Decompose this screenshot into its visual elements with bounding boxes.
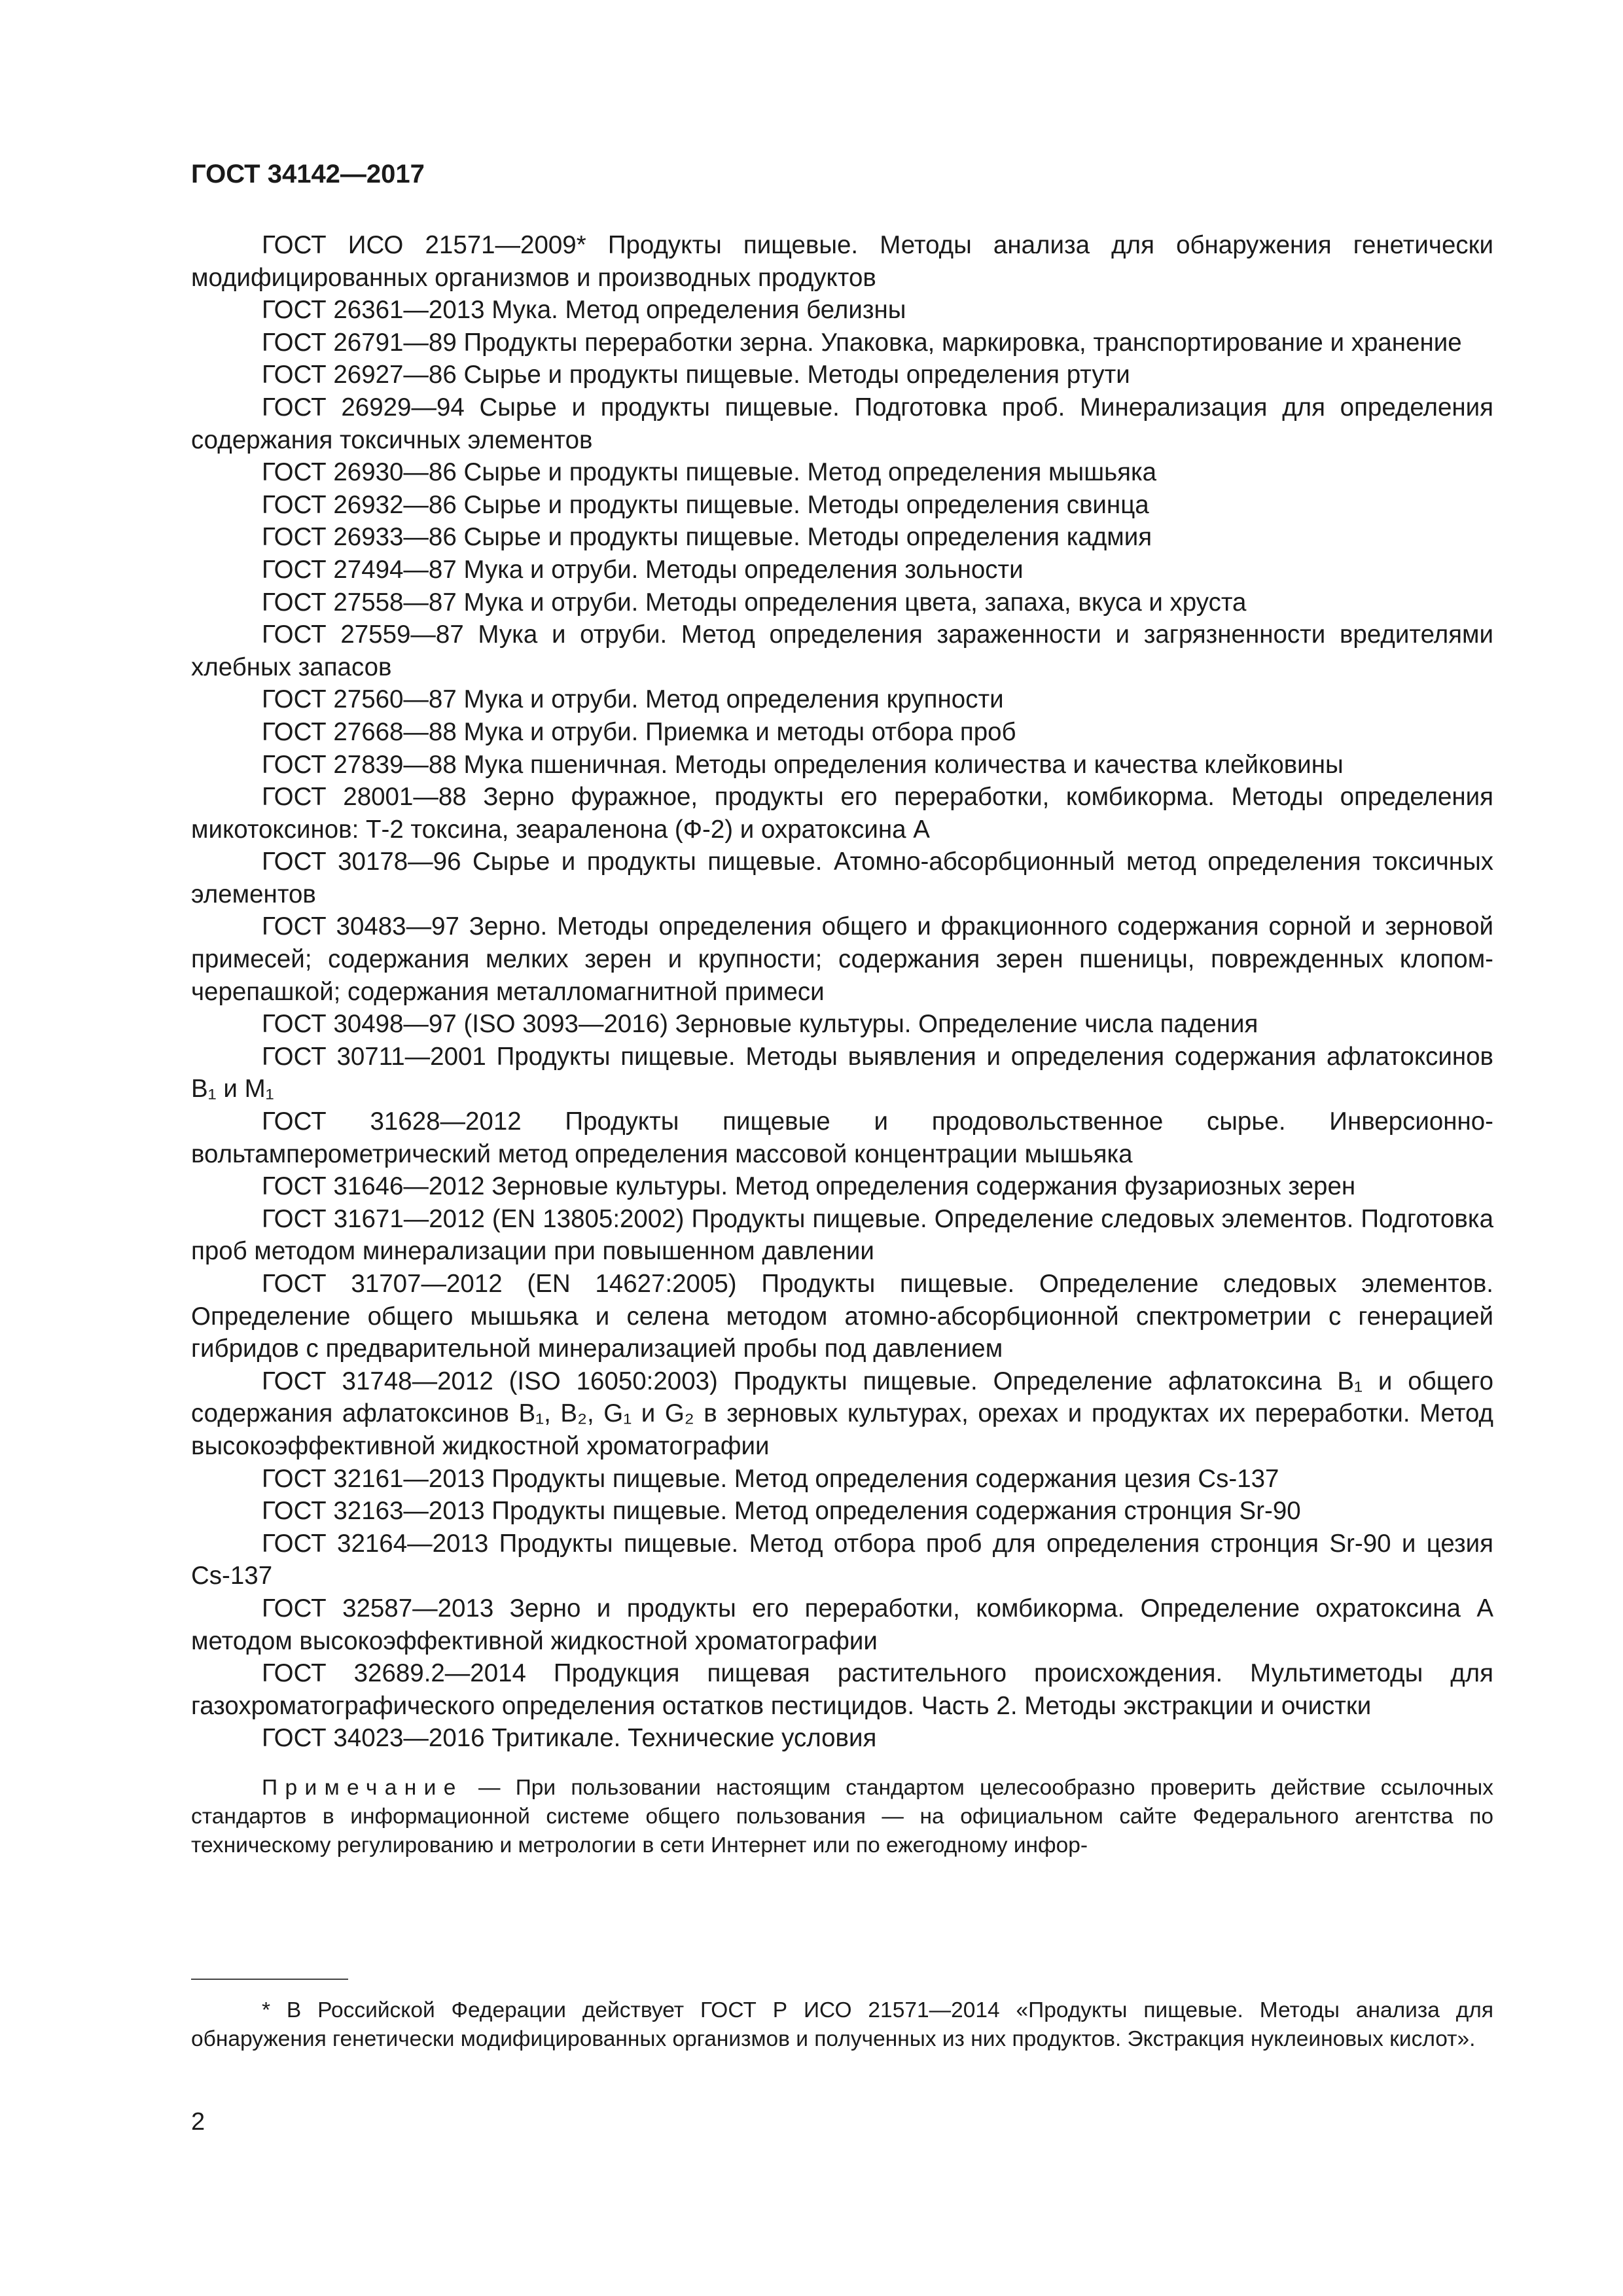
reference-item: ГОСТ 26933—86 Сырье и продукты пищевые. Методы определения кадмия [262, 523, 1152, 552]
reference-item: ГОСТ 32163—2013 Продукты пищевые. Метод определения содержания стронция Sr-90 [262, 1497, 1301, 1526]
note-label: Примечание [262, 1776, 463, 1800]
reference-item: ГОСТ 32587—2013 Зерно и продукты его переработки, комбикорма. Определение охратоксина А методом высокоэффективной жидкостной хроматографии [191, 1594, 1493, 1655]
reference-item: ГОСТ 27494—87 Мука и отруби. Методы определения зольности [262, 555, 1024, 584]
reference-item: ГОСТ 31671—2012 (EN 13805:2002) Продукты пищевые. Определение следовых элементов. Подготовка проб методом минерализации при повышенном давлении [191, 1204, 1493, 1266]
reference-item: ГОСТ 27668—88 Мука и отруби. Приемка и методы отбора проб [262, 717, 1016, 746]
reference-item: ГОСТ 32161—2013 Продукты пищевые. Метод определения содержания цезия Cs-137 [262, 1464, 1279, 1493]
footnote: * В Российской Федерации действует ГОСТ Р ИСО 21571—2014 «Продукты пищевые. Методы анализа для обнаружения генетически модифицированных организмов и полученных из них продуктов. Экстракция нуклеиновых кислот». [191, 1998, 1493, 2051]
reference-item: ГОСТ 27839—88 Мука пшеничная. Методы определения количества и качества клейковины [262, 750, 1344, 779]
footnote-divider [191, 1979, 348, 1980]
note-paragraph [191, 1774, 1493, 1860]
normative-references-list [191, 229, 1493, 1755]
reference-item: ГОСТ ИСО 21571—2009* Продукты пищевые. Методы анализа для обнаружения генетически модифицированных организмов и производных продуктов [191, 231, 1493, 292]
document-header [191, 158, 425, 190]
reference-item: ГОСТ 31628—2012 Продукты пищевые и продовольственное сырье. Инверсионно-вольтамперометрический метод определения массовой концентрации мышьяка [191, 1107, 1493, 1168]
reference-item: ГОСТ 32689.2—2014 Продукция пищевая растительного происхождения. Мультиметоды для газохроматографического определения остатков пестицидов. Часть 2. Методы экстракции и очистки [191, 1659, 1493, 1720]
reference-item: ГОСТ 27558—87 Мука и отруби. Методы определения цвета, запаха, вкуса и хруста [262, 588, 1247, 617]
reference-item: ГОСТ 34023—2016 Тритикале. Технические условия [262, 1724, 877, 1753]
reference-item: ГОСТ 26929—94 Сырье и продукты пищевые. Подготовка проб. Минерализация для определения содержания токсичных элементов [191, 393, 1493, 454]
reference-item: ГОСТ 26361—2013 Мука. Метод определения белизны [262, 296, 906, 325]
reference-item: ГОСТ 31646—2012 Зерновые культуры. Метод определения содержания фузариозных зерен [262, 1172, 1356, 1201]
reference-item: ГОСТ 27559—87 Мука и отруби. Метод определения зараженности и загрязненности вредителями хлебных запасов [191, 620, 1493, 681]
page-number: 2 [191, 2108, 205, 2136]
standard-designation: ГОСТ 34142—2017 [191, 160, 425, 188]
reference-item: ГОСТ 27560—87 Мука и отруби. Метод определения крупности [262, 685, 1004, 714]
reference-item: ГОСТ 26791—89 Продукты переработки зерна. Упаковка, маркировка, транспортирование и хранение [262, 328, 1462, 357]
reference-item: ГОСТ 26932—86 Сырье и продукты пищевые. Методы определения свинца [262, 490, 1149, 519]
reference-item: ГОСТ 31707—2012 (EN 14627:2005) Продукты пищевые. Определение следовых элементов. Определение общего мышьяка и селена методом атомно-абсорбционной спектрометрии с генерацией гибридов с предварительной минерализацией пробы под давлением [191, 1270, 1493, 1363]
reference-item: ГОСТ 28001—88 Зерно фуражное, продукты его переработки, комбикорма. Методы определения микотоксинов: Т-2 токсина, зеараленона (Ф-2) и охратоксина А [191, 783, 1493, 844]
reference-item: ГОСТ 32164—2013 Продукты пищевые. Метод отбора проб для определения стронция Sr-90 и цезия Cs-137 [191, 1529, 1493, 1590]
reference-item: ГОСТ 30483—97 Зерно. Методы определения общего и фракционного содержания сорной и зерновой примесей; содержания мелких зерен и крупности; содержания зерен пшеницы, поврежденных клопом-черепашкой; содержания металломагнитной примеси [191, 912, 1493, 1006]
reference-item: ГОСТ 31748—2012 (ISO 16050:2003) Продукты пищевые. Определение афлатоксина B₁ и общего содержания афлатоксинов B₁, B₂, G₁ и G₂ в зерновых культурах, орехах и продуктах их переработки. Метод высокоэффективной жидкостной хроматографии [191, 1367, 1493, 1460]
reference-item: ГОСТ 26927—86 Сырье и продукты пищевые. Методы определения ртути [262, 361, 1130, 389]
reference-item: ГОСТ 30178—96 Сырье и продукты пищевые. Атомно-абсорбционный метод определения токсичных элементов [191, 848, 1493, 908]
note-text: — При пользовании настоящим стандартом целесообразно проверить действие ссылочных стандартов в информационной системе общего пользования — на официальном сайте Федерального агентства по техническому регулированию и метрологии в сети Интернет или по ежегодному инфор- [191, 1776, 1493, 1857]
reference-item: ГОСТ 30498—97 (ISO 3093—2016) Зерновые культуры. Определение числа падения [262, 1010, 1258, 1039]
reference-item: ГОСТ 30711—2001 Продукты пищевые. Методы выявления и определения содержания афлатоксинов B₁ и M₁ [191, 1042, 1493, 1103]
reference-item: ГОСТ 26930—86 Сырье и продукты пищевые. Метод определения мышьяка [262, 458, 1157, 487]
